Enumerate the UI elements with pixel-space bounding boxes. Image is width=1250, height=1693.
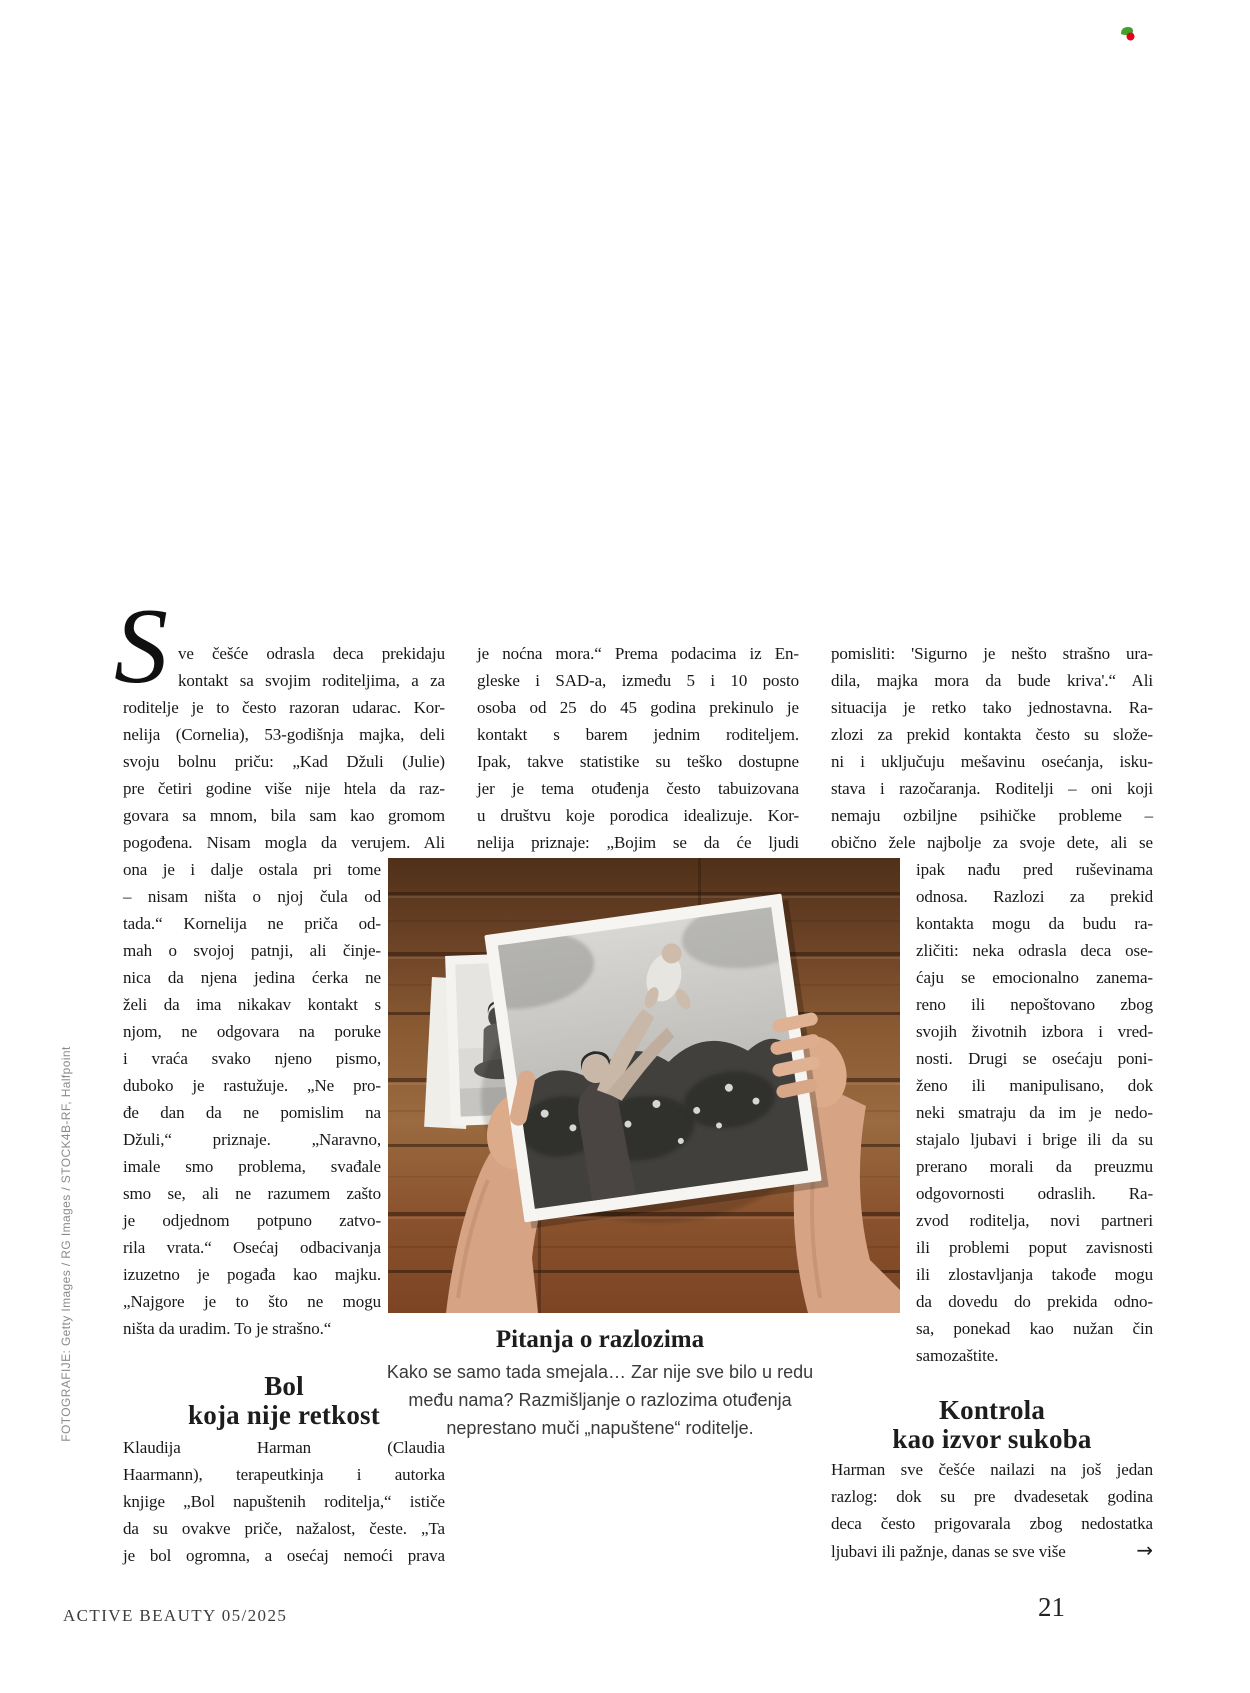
text-line: ve češće odrasla deca prekidaju xyxy=(178,644,445,663)
text-line: izuzetno je pogađa kao majku. xyxy=(123,1265,381,1284)
text-line: je noćna mora.“ Prema podacima iz En- xyxy=(477,644,799,663)
text-line: nosti. Drugi se osećaju poni- xyxy=(916,1049,1153,1068)
column1-narrow xyxy=(123,856,381,1342)
text-line: Džuli,“ priznaje. „Naravno, xyxy=(123,1130,381,1149)
text-line: kontakt s barem jednim roditeljem. xyxy=(477,725,799,744)
section-heading-kontrola xyxy=(831,1396,1153,1454)
text-line: prerano morali da preuzmu xyxy=(916,1157,1153,1176)
text-line: „Najgore je to što ne mogu xyxy=(123,1292,381,1311)
text-line: Haarmann), terapeutkinja i autorka xyxy=(123,1465,445,1484)
text-line: nelija priznaje: „Bojim se da će ljudi xyxy=(477,833,799,852)
heading-line: Bol xyxy=(264,1371,304,1401)
text-line: stajalo ljubavi i brige ili da su xyxy=(916,1130,1153,1149)
column3-bottom xyxy=(831,1456,1153,1537)
text-line: – nisam ništa o njoj čula od xyxy=(123,887,381,906)
heading-line: koja nije retkost xyxy=(188,1400,380,1430)
text-line: ništa da uradim. To je strašno.“ xyxy=(123,1319,332,1338)
text-line: da su ovakve priče, nažalost, česte. „Ta xyxy=(123,1519,445,1538)
text-line: među nama? Razmišljanje o razlozima otuđenja xyxy=(408,1390,792,1410)
text-line: neprestano muči „napuštene“ roditelje. xyxy=(446,1418,754,1438)
text-line: zličiti: neka odrasla deca ose- xyxy=(916,941,1153,960)
text-line: svojih životnih izbora i vred- xyxy=(916,1022,1153,1041)
drop-cap: S xyxy=(114,587,168,706)
heading-line: kao izvor sukoba xyxy=(892,1424,1092,1454)
text-line: odnosa. Razlozi za prekid xyxy=(916,887,1153,906)
text-line: ipak nađu pred ruševinama xyxy=(916,860,1153,879)
text-line: ženo ili manipulisano, dok xyxy=(916,1076,1153,1095)
column3-narrow xyxy=(916,856,1153,1369)
photo-credit: FOTOGRAFIJE: Getty Images / RG Images / STOCK4B-RF, Halfpoint xyxy=(59,1046,73,1442)
column2-top xyxy=(477,640,799,856)
text-line: odgovornosti odraslih. Ra- xyxy=(916,1184,1153,1203)
caption-heading: Pitanja o razlozima xyxy=(495,1326,705,1353)
text-line: pre četiri godine više nije htela da raz- xyxy=(123,779,445,798)
text-line: ona je i dalje ostala pri tome xyxy=(123,860,381,879)
text-line: Ipak, takve statistike su teško dostupne xyxy=(477,752,799,771)
text-line: duboko je rastužuje. „Ne pro- xyxy=(123,1076,381,1095)
text-line: želi da ima nikakav kontakt s xyxy=(123,995,381,1014)
text-line: nica da njena jedina ćerka ne xyxy=(123,968,381,987)
text-line: svoju bolnu priču: „Kad Džuli (Julie) xyxy=(123,752,445,771)
caption-text xyxy=(380,1358,820,1442)
text-line: i vraća svako njeno pismo, xyxy=(123,1049,381,1068)
heading-line: Kontrola xyxy=(938,1395,1046,1425)
text-line: obično žele najbolje za svoje dete, ali se xyxy=(831,833,1153,852)
column3-top xyxy=(831,640,1153,856)
text-line: rila vrata.“ Osećaj odbacivanja xyxy=(123,1238,381,1257)
text-line: deca često prigovarala zbog nedostatka xyxy=(831,1514,1153,1533)
text-line: zvod roditelja, novi partneri xyxy=(916,1211,1153,1230)
text-line: da dovedu do prekida odno- xyxy=(916,1292,1153,1311)
text-line: razlog: dok su pre dvadesetak godina xyxy=(831,1487,1153,1506)
column1-intro xyxy=(178,640,445,694)
column1-top xyxy=(123,694,445,856)
text-line: situacija je retko tako jednostavna. Ra- xyxy=(831,698,1153,717)
text-line: tada.“ Kornelija ne priča od- xyxy=(123,914,381,933)
column3-last-line xyxy=(831,1537,1153,1565)
text-line: reno ili nepoštovano zbog xyxy=(916,995,1153,1014)
text-line: ni i uključuju mešavinu osećanja, isku- xyxy=(831,752,1153,771)
text-line: pomisliti: 'Sigurno je nešto strašno ura- xyxy=(831,644,1153,663)
text-line: nemaju ozbiljne psihičke probleme – xyxy=(831,806,1153,825)
text-line: pogođena. Nisam mogla da verujem. Ali xyxy=(123,833,445,852)
text-line: je odjednom potpuno zatvo- xyxy=(123,1211,381,1230)
text-line: nelija (Cornelia), 53-godišnja majka, deli xyxy=(123,725,445,744)
text-line: dila, majka mora da bude kriva'.“ Ali xyxy=(831,671,1153,690)
text-line: njom, ne odgovara na poruke xyxy=(123,1022,381,1041)
brand-mark-icon xyxy=(1120,26,1135,41)
text-line: imale smo problema, svađale xyxy=(123,1157,381,1176)
article-photo xyxy=(388,858,900,1313)
text-line: Kako se samo tada smejala… Zar nije sve bilo u redu xyxy=(386,1362,814,1382)
text-line: jer je tema otuđenja često tabuizovana xyxy=(477,779,799,798)
text-line: samozaštite. xyxy=(916,1346,999,1365)
text-line: ili problemi poput zavisnosti xyxy=(916,1238,1153,1257)
text-line: kontakta mogu da budu ra- xyxy=(916,914,1153,933)
text-line: u društvu koje porodica idealizuje. Kor- xyxy=(477,806,799,825)
text-line: knjige „Bol napuštenih roditelja,“ ističe xyxy=(123,1492,445,1511)
continue-arrow-icon: → xyxy=(1136,1538,1153,1562)
magazine-footer: ACTIVE BEAUTY 05/2025 xyxy=(63,1606,288,1625)
text-line: zlozi za prekid kontakta često su slože- xyxy=(831,725,1153,744)
text-line: sa, ponekad kao nužan čin xyxy=(916,1319,1153,1338)
text-line: neki smatraju da im je nedo- xyxy=(916,1103,1153,1122)
text-line: ljubavi ili pažnje, danas se sve više xyxy=(831,1542,1066,1561)
text-line: ćaju se emocionalno zanema- xyxy=(916,968,1153,987)
text-line: govara sa mnom, bila sam kao gromom xyxy=(123,806,445,825)
text-line: mah o svojoj patnji, ali činje- xyxy=(123,941,381,960)
text-line: osoba od 25 do 45 godina prekinulo je xyxy=(477,698,799,717)
text-line: stava i razočaranja. Roditelji – oni koji xyxy=(831,779,1153,798)
text-line: đe dan da ne pomislim na xyxy=(123,1103,381,1122)
text-line: Harman sve češće nailazi na još jedan xyxy=(831,1460,1153,1479)
text-line: roditelje je to često razoran udarac. Kor- xyxy=(123,698,445,717)
column1-bottom xyxy=(123,1434,445,1569)
text-line: smo se, ali ne razumem zašto xyxy=(123,1184,381,1203)
text-line: Klaudija Harman (Claudia xyxy=(123,1438,445,1457)
text-line: ili zlostavljanja takođe mogu xyxy=(916,1265,1153,1284)
text-line: kontakt sa svojim roditeljima, a za xyxy=(178,671,445,690)
text-line: gleske i SAD-a, između 5 i 10 posto xyxy=(477,671,799,690)
text-line: je bol ogromna, a osećaj nemoći prava xyxy=(123,1546,445,1565)
page-number: 21 xyxy=(1038,1592,1065,1622)
